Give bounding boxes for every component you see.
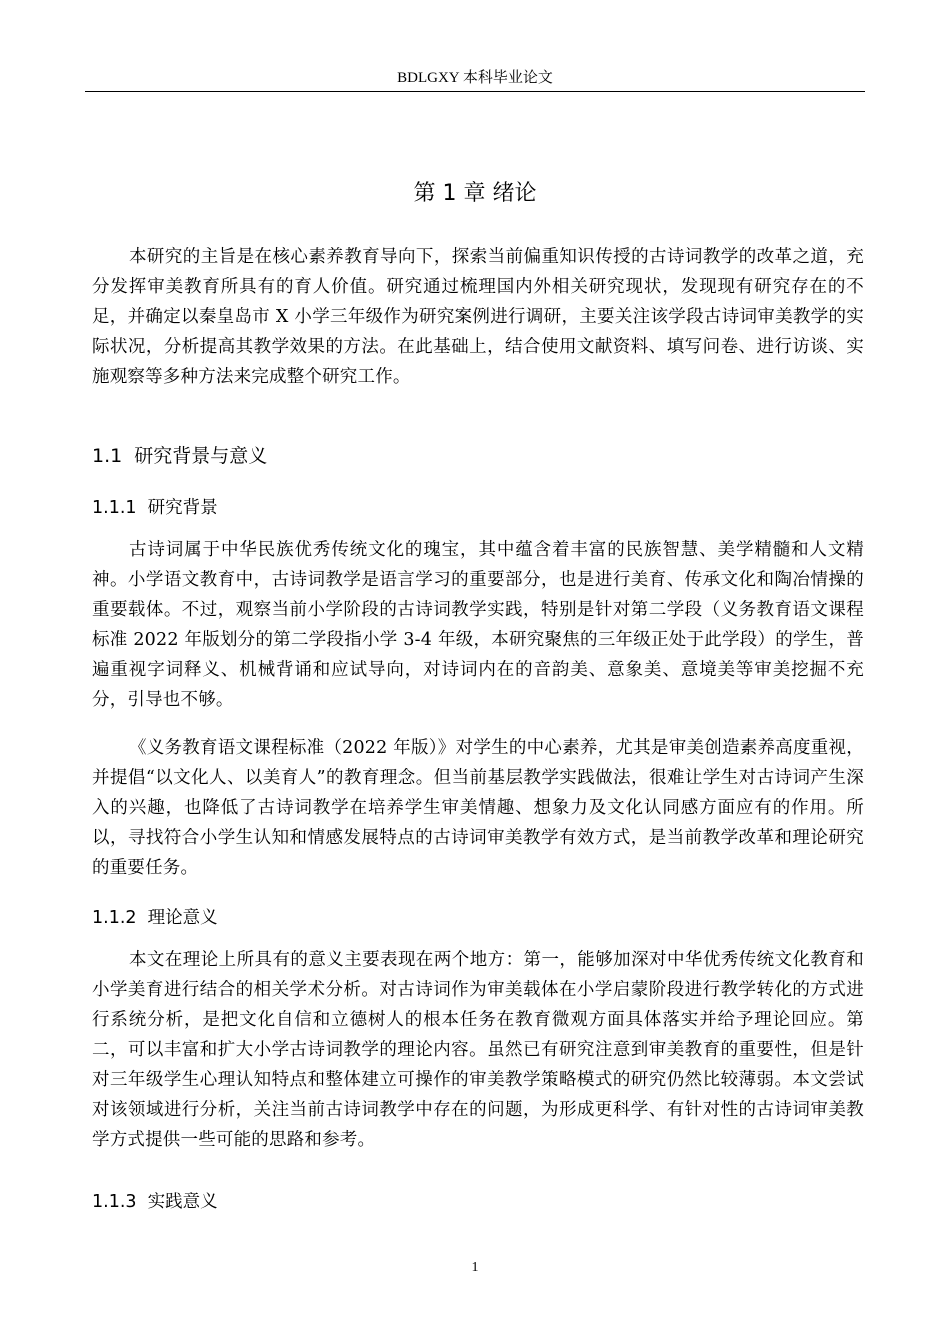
running-header: BDLGXY 本科毕业论文 [397, 70, 553, 86]
subsection-heading-1-1-2: 1.1.2 理论意义 [92, 908, 218, 928]
subsection-heading-1-1-1: 1.1.1 研究背景 [92, 498, 218, 518]
page-number: 1 [471, 1260, 479, 1275]
subsection-heading-1-1-3: 1.1.3 实践意义 [92, 1192, 218, 1212]
theory-significance-paragraph: 本文在理论上所具有的意义主要表现在两个地方：第一，能够加深对中华优秀传统文化教育和小学美育进行结合的相关学术分析。对古诗词作为审美载体在小学启蒙阶段进行教学转化的方式进行系统分析，是把文化自信和立德树人的根本任务在教育微观方面具体落实并给予理论回应。第二，可以丰富和扩大小学古诗词教学的理论内容。虽然已有研究注意到审美教育的重要性，但是针对三年级学生心理认知特点和整体建立可操作的审美教学策略模式的研究仍然比较薄弱。本文尝试对该领域进行分析，关注当前古诗词教学中存在的问题，为形成更科学、有针对性的古诗词审美教学方式提供一些可能的思路和参考。 [92, 950, 864, 1150]
background-paragraph-2: 《义务教育语文课程标准（2022 年版）》对学生的中心素养，尤其是审美创造素养高度重视，并提倡“以文化人、以美育人”的教育理念。但当前基层教学实践做法，很难让学生对古诗词产生深入的兴趣，也降低了古诗词教学在培养学生审美情趣、想象力及文化认同感方面应有的作用。所以，寻找符合小学生认知和情感发展特点的古诗词审美教学有效方式，是当前教学改革和理论研究的重要任务。 [92, 738, 864, 878]
header-divider [85, 91, 865, 92]
section-heading-1-1: 1.1 研究背景与意义 [92, 445, 268, 467]
chapter-title: 第 1 章 绪论 [413, 181, 537, 206]
chapter-intro-paragraph: 本研究的主旨是在核心素养教育导向下，探索当前偏重知识传授的古诗词教学的改革之道，充分发挥审美教育所具有的育人价值。研究通过梳理国内外相关研究现状，发现现有研究存在的不足，并确定以秦皇岛市 X 小学三年级作为研究案例进行调研，主要关注该学段古诗词审美教学的实际状况，分析提高其教学效果的方法。在此基础上，结合使用文献资料、填写问卷、进行访谈、实施观察等多种方法来完成整个研究工作。 [92, 247, 864, 387]
background-paragraph-1: 古诗词属于中华民族优秀传统文化的瑰宝，其中蕴含着丰富的民族智慧、美学精髓和人文精神。小学语文教育中，古诗词教学是语言学习的重要部分，也是进行美育、传承文化和陶冶情操的重要载体。不过，观察当前小学阶段的古诗词教学实践，特别是针对第二学段（义务教育语文课程标准 2022 年版划分的第二学段指小学 3-4 年级，本研究聚焦的三年级正处于此学段）的学生，普遍重视字词释义、机械背诵和应试导向，对诗词内在的音韵美、意象美、意境美等审美挖掘不充分，引导也不够。 [92, 540, 864, 710]
